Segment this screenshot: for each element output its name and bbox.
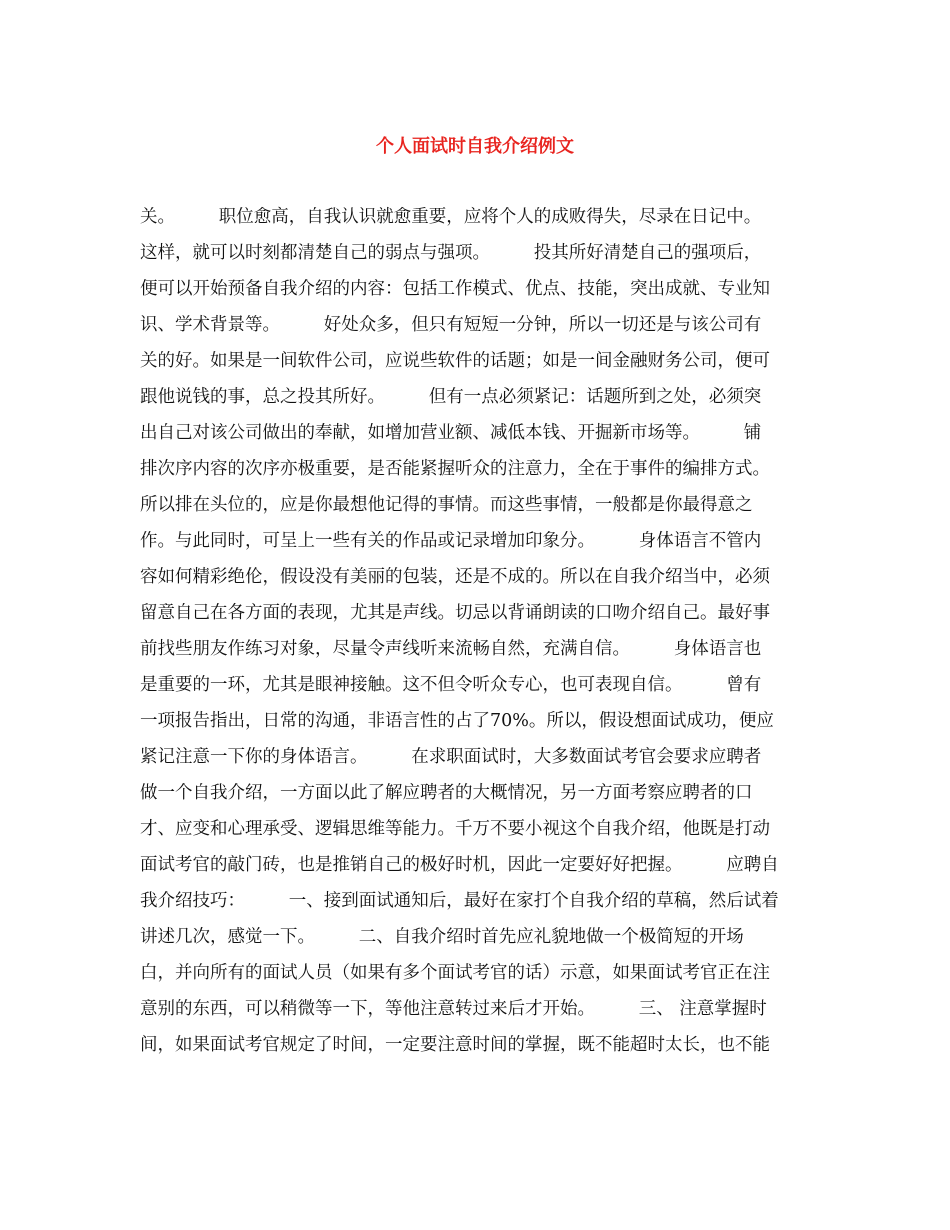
text-line: 一项报告指出，日常的沟通，非语言性的占了70%。所以，假设想面试成功，便应: [140, 711, 774, 731]
text-line: 关的好。如果是一间软件公司，应说些软件的话题；如是一间金融财务公司，便可: [140, 351, 770, 371]
text-line: 这样，就可以时刻都清楚自己的弱点与强项。 投其所好清楚自己的强项后，: [140, 243, 762, 263]
text-line: 紧记注意一下你的身体语言。 在求职面试时，大多数面试考官会要求应聘者: [140, 747, 762, 767]
text-line: 留意自己在各方面的表现，尤其是声线。切忌以背诵朗读的口吻介绍自己。最好事: [140, 603, 770, 623]
text-line: 白，并向所有的面试人员（如果有多个面试考官的话）示意，如果面试考官正在注: [140, 963, 770, 983]
text-line: 前找些朋友作练习对象，尽量令声线听来流畅自然，充满自信。 身体语言也: [140, 639, 762, 659]
text-line: 排次序内容的次序亦极重要，是否能紧握听众的注意力，全在于事件的编排方式。: [140, 459, 770, 479]
text-line: 是重要的一环，尤其是眼神接触。这不但令听众专心，也可表现自信。 曾有: [140, 675, 762, 695]
text-line: 跟他说钱的事，总之投其所好。 但有一点必须紧记：话题所到之处，必须突: [140, 387, 762, 407]
text-line: 容如何精彩绝伦，假设没有美丽的包装，还是不成的。所以在自我介绍当中，必须: [140, 567, 770, 587]
text-line: 面试考官的敲门砖，也是推销自己的极好时机，因此一定要好好把握。 应聘自: [140, 855, 779, 875]
text-line: 识、学术背景等。 好处众多，但只有短短一分钟，所以一切还是与该公司有: [140, 315, 762, 335]
text-line: 便可以开始预备自我介绍的内容：包括工作模式、优点、技能，突出成就、专业知: [140, 279, 770, 299]
text-line: 才、应变和心理承受、逻辑思维等能力。千万不要小视这个自我介绍，他既是打动: [140, 819, 770, 839]
text-line: 作。与此同时，可呈上一些有关的作品或记录增加印象分。 身体语言不管内: [140, 531, 762, 551]
text-line: 出自己对该公司做出的奉献，如增加营业额、减低本钱、开掘新市场等。 铺: [140, 423, 762, 443]
text-line: 意别的东西，可以稍微等一下，等他注意转过来后才开始。 三、 注意掌握时: [140, 999, 767, 1019]
text-line: 关。 职位愈高，自我认识就愈重要，应将个人的成败得失，尽录在日记中。: [140, 207, 762, 227]
text-line: 讲述几次，感觉一下。 二、自我介绍时首先应礼貌地做一个极简短的开场: [140, 927, 744, 947]
text-line: 做一个自我介绍，一方面以此了解应聘者的大概情况，另一方面考察应聘者的口: [140, 783, 753, 803]
text-line: 所以排在头位的，应是你最想他记得的事情。而这些事情，一般都是你最得意之: [140, 495, 753, 515]
text-line: 间，如果面试考官规定了时间，一定要注意时间的掌握，既不能超时太长，也不能: [140, 1035, 770, 1055]
body-text: [140, 205, 820, 1069]
page-title: 个人面试时自我介绍例文: [376, 136, 574, 157]
text-line: 我介绍技巧： 一、接到面试通知后，最好在家打个自我介绍的草稿，然后试着: [140, 891, 779, 911]
